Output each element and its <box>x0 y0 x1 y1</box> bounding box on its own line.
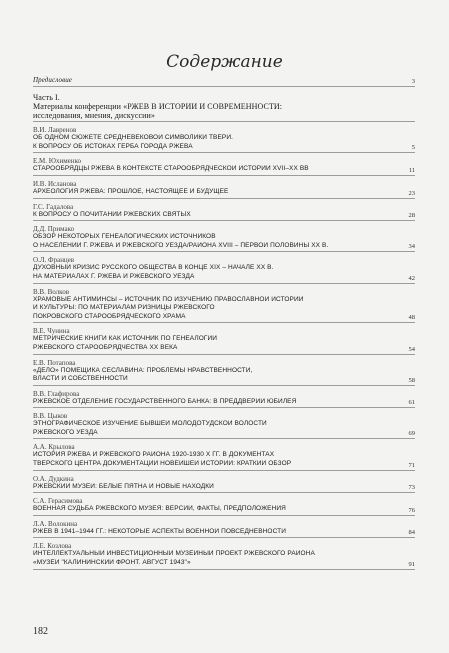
toc-author: Л.Е. Козлова <box>33 542 72 551</box>
toc-author: О.Л. Францев <box>33 256 75 265</box>
toc-author: С.А. Герасимова <box>33 497 83 506</box>
toc-title-line: «ДЕЛО» ПОМЕЩИКА СЕСЛАВИНА: ПРОБЛЕМЫ НРАВСТВЕННОСТИ, <box>33 366 253 374</box>
toc-author: В.В. Цыков <box>33 412 68 421</box>
toc-entry <box>33 76 415 87</box>
toc-title-line: О НАСЕЛЕНИИ Г. РЖЕВА И РЖЕВСКОГО УЕЗДА/РАЙОНА XVIII – ПЕРВОЙ ПОЛОВИНЫ XX В. <box>33 241 329 249</box>
toc-page-number: 58 <box>408 376 415 384</box>
toc-page-number: 84 <box>408 529 415 537</box>
toc-author: Д.Д. Примако <box>33 225 75 234</box>
page-number: 182 <box>33 626 48 637</box>
toc-author: А.А. Крылова <box>33 443 75 452</box>
toc-entry <box>33 203 415 222</box>
toc-page-number: 11 <box>408 166 415 174</box>
toc-title-line: ТВЕРСКОГО ЦЕНТРА ДОКУМЕНТАЦИИ НОВЕЙШЕЙ ИСТОРИИ: КРАТКИЙ ОБЗОР <box>33 460 292 468</box>
toc-title-line: СТАРООБРЯДЦЫ РЖЕВА В КОНТЕКСТЕ СТАРООБРЯДЧЕСКОЙ ИСТОРИИ XVII–XX ВВ <box>33 165 309 173</box>
toc-entry <box>33 359 415 386</box>
toc-author: Е.М. Юхименко <box>33 157 82 166</box>
toc-title-line: ВОЕННАЯ СУДЬБА РЖЕВСКОГО МУЗЕЯ: ВЕРСИИ, ФАКТЫ, ПРЕДПОЛОЖЕНИЯ <box>33 505 286 513</box>
toc-entry <box>33 157 415 176</box>
toc-page-number: 23 <box>408 189 415 197</box>
toc-page-number: 54 <box>408 345 415 353</box>
toc-author: В.Е. Чунина <box>33 327 70 336</box>
toc-author: Г.С. Гадалова <box>33 202 74 211</box>
toc-page-number: 42 <box>408 274 415 282</box>
toc-title-line: ВЛАСТИ И СОБСТВЕННОСТИ <box>33 375 128 383</box>
toc-entry <box>33 256 415 283</box>
toc-page-number: 71 <box>408 461 415 469</box>
toc-author: О.А. Дудкина <box>33 474 74 483</box>
toc-page-number: 5 <box>411 144 415 152</box>
toc-title-line: ИНТЕЛЛЕКТУАЛЬНЫЙ ИНВЕСТИЦИОННЫЙ МУЗЕЙНЫЙ ПРОЕКТ РЖЕВСКОГО РАЙОНА <box>33 550 315 558</box>
toc-entry <box>33 475 415 494</box>
toc-page-number: 73 <box>408 484 415 492</box>
toc-title-line: ИСТОРИЯ РЖЕВА И РЖЕВСКОГО РАЙОНА 1920-1930 Х ГГ. В ДОКУМЕНТАХ <box>33 451 275 459</box>
toc-title-line: РЖЕВСКИЙ МУЗЕЙ: БЕЛЫЕ ПЯТНА И НОВЫЕ НАХОДКИ <box>33 482 214 490</box>
toc-title-line: РЖЕВСКОГО УЕЗДА <box>33 428 98 436</box>
toc-author: Л.А. Волокина <box>33 519 78 528</box>
toc-author: И.В. Исланова <box>33 179 77 188</box>
toc-title-line: ПОКРОВСКОГО СТАРООБРЯДЧЕСКОГО ХРАМА <box>33 312 186 320</box>
toc-title-line: МЕТРИЧЕСКИЕ КНИГИ КАК ИСТОЧНИК ПО ГЕНЕАЛОГИИ <box>33 335 218 343</box>
toc-page-number: 61 <box>408 399 415 407</box>
toc-page-number: 3 <box>411 77 415 85</box>
toc-entry <box>33 542 415 569</box>
toc-entry <box>33 126 415 153</box>
table-of-contents <box>33 76 415 574</box>
toc-title-line: РЖЕВСКОЕ ОТДЕЛЕНИЕ ГОСУДАРСТВЕННОГО БАНКА: В ПРЕДДВЕРИИ ЮБИЛЕЯ <box>33 397 297 405</box>
toc-title-line: ЭТНОГРАФИЧЕСКОЕ ИЗУЧЕНИЕ БЫВШЕЙ МОЛОДОТУДСКОЙ ВОЛОСТИ <box>33 420 267 428</box>
toc-page-number: 76 <box>408 506 415 514</box>
toc-title-line: АРХЕОЛОГИЯ РЖЕВА: ПРОШЛОЕ, НАСТОЯЩЕЕ И БУДУЩЕЕ <box>33 187 229 195</box>
toc-page-number: 34 <box>408 243 415 251</box>
toc-page-number: 69 <box>408 430 415 438</box>
toc-author: В.И. Лавренов <box>33 126 77 135</box>
toc-title-line: Материалы конференции «РЖЕВ В ИСТОРИИ И СОВРЕМЕННОСТИ: <box>33 101 283 111</box>
toc-page-number: 28 <box>408 212 415 220</box>
toc-title-line: ОБЗОР НЕКОТОРЫХ ГЕНЕАЛОГИЧЕСКИХ ИСТОЧНИКОВ <box>33 233 216 241</box>
toc-entry <box>33 180 415 199</box>
toc-title-line: исследования, мнения, дискуссии» <box>33 111 156 120</box>
toc-author: В.В. Глафирова <box>33 389 80 398</box>
toc-title-line: ОБ ОДНОМ СЮЖЕТЕ СРЕДНЕВЕКОВОЙ СИМВОЛИКИ ТВЕРИ. <box>33 134 234 142</box>
toc-entry <box>33 520 415 539</box>
page-title: Содержание <box>166 52 283 72</box>
toc-page-number: 48 <box>408 314 415 322</box>
toc-title-line: «МУЗЕЙ "КАЛИНИНСКИЙ ФРОНТ. АВГУСТ 1943"» <box>33 559 191 567</box>
toc-entry <box>33 225 415 252</box>
toc-title-line: НА МАТЕРИАЛАХ Г. РЖЕВА И РЖЕВСКОГО УЕЗДА <box>33 272 195 280</box>
toc-title-line: К ВОПРОСУ О ПОЧИТАНИИ РЖЕВСКИХ СВЯТЫХ <box>33 210 191 218</box>
toc-entry <box>33 93 415 123</box>
toc-entry <box>33 443 415 470</box>
toc-title-line: К ВОПРОСУ ОБ ИСТОКАХ ГЕРБА ГОРОДА РЖЕВА <box>33 142 193 150</box>
toc-title-line: РЖЕВСКОГО СТАРООБРЯДЧЕСТВА XX ВЕКА <box>33 343 178 351</box>
toc-entry <box>33 412 415 439</box>
toc-title-line: И КУЛЬТУРЫ: ПО МАТЕРИАЛАМ РИЗНИЦЫ РЖЕВСКОГО <box>33 304 215 312</box>
toc-page-number: 91 <box>408 560 415 568</box>
toc-title-line: Часть I. <box>33 92 60 102</box>
toc-author: В.В. Волков <box>33 287 70 296</box>
toc-author: Е.В. Потапова <box>33 358 76 367</box>
toc-title-line: ДУХОВНЫЙ КРИЗИС РУССКОГО ОБЩЕСТВА В КОНЦЕ XIX – НАЧАЛЕ XX В. <box>33 264 274 272</box>
toc-entry <box>33 497 415 516</box>
toc-entry <box>33 288 415 324</box>
toc-title-line: Предисловие <box>33 76 73 84</box>
toc-title-line: ХРАМОВЫЕ АНТИМИНСЫ – ИСТОЧНИК ПО ИЗУЧЕНИЮ ПРАВОСЛАВНОЙ ИСТОРИИ <box>33 295 304 303</box>
toc-title-line: РЖЕВ В 1941–1944 ГГ.: НЕКОТОРЫЕ АСПЕКТЫ ВОЕННОЙ ПОВСЕДНЕВНОСТИ <box>33 527 287 535</box>
toc-entry <box>33 390 415 409</box>
toc-entry <box>33 327 415 354</box>
